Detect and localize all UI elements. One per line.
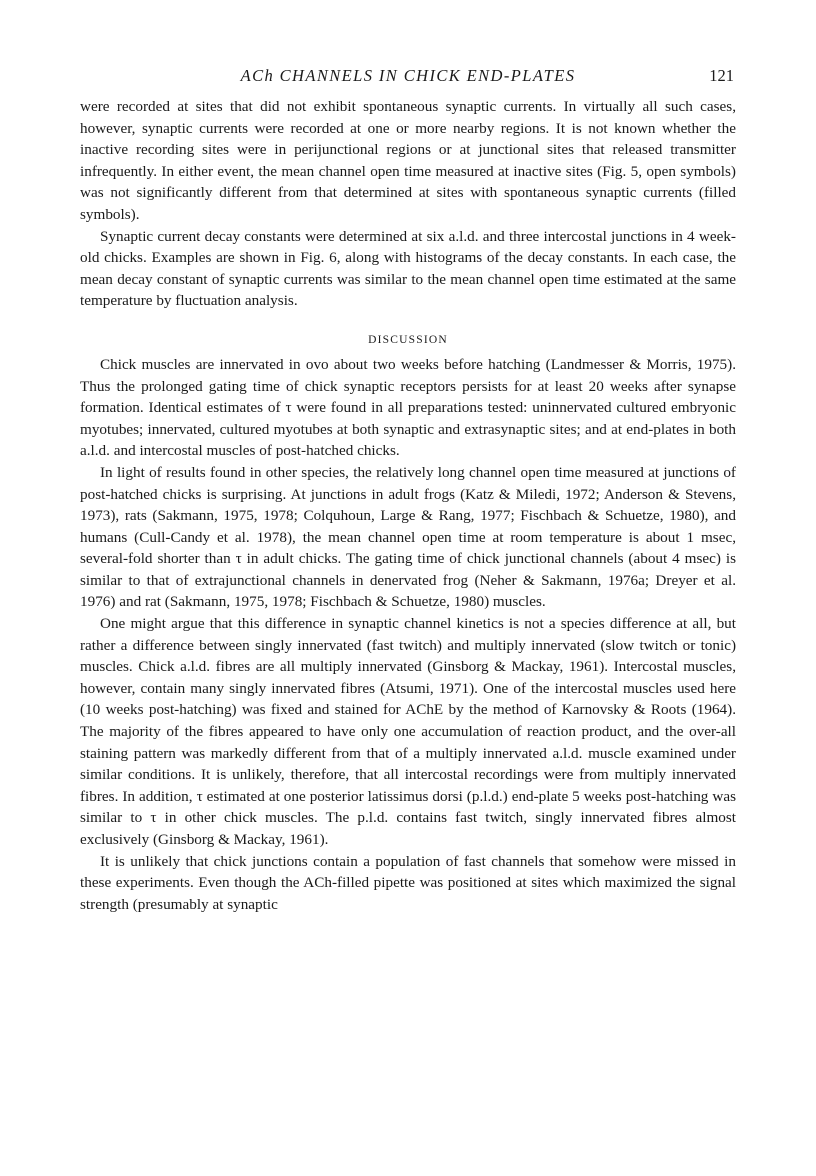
paragraph-continued: were recorded at sites that did not exhibit spontaneous synaptic currents. In virtually all such cases, however, synaptic currents were recorded at one or more nearby regions. It is not known whether the inactive recording sites were in perijunctional regions or at junctional sites that released transmitter infrequently. In either event, the mean channel open time measured at inactive sites (Fig. 5, open symbols) was not significantly different from that determined at sites with spontaneous synaptic currents (filled symbols). [80, 98, 736, 223]
discussion-paragraph-4: It is unlikely that chick junctions contain a population of fast channels that somehow were missed in these experiments. Even though the ACh-filled pipette was positioned at sites which maximized the signal strength (presumably at synaptic [80, 852, 736, 913]
running-title: ACh CHANNELS IN CHICK END-PLATES [240, 66, 576, 85]
running-head [80, 66, 736, 92]
discussion-paragraph-1: Chick muscles are innervated in ovo about two weeks before hatching (Landmesser & Morris, 1975). Thus the prolonged gating time of chick synaptic receptors persists for at least 20 weeks after synapse formation. Identical estimates of τ were found in all preparations tested: uninnervated cultured embryonic myotubes; innervated, cultured myotubes at both synaptic and extrasynaptic sites; and at end-plates in both a.l.d. and intercostal muscles of post-hatched chicks. [80, 355, 736, 460]
page-number: 121 [709, 66, 734, 85]
paragraph-decay-constants: Synaptic current decay constants were determined at six a.l.d. and three intercostal junctions in 4 week-old chicks. Examples are shown in Fig. 6, along with histograms of the decay constants. In each case, the mean decay constant of synaptic currents was similar to the mean channel open time estimated at the same temperature by fluctuation analysis. [80, 227, 736, 310]
discussion-paragraph-2: In light of results found in other species, the relatively long channel open time measured at junctions of post-hatched chicks is surprising. At junctions in adult frogs (Katz & Miledi, 1972; Anderson & Stevens, 1973), rats (Sakmann, 1975, 1978; Colquhoun, Large & Rang, 1977; Fischbach & Schuetze, 1980), and humans (Cull-Candy et al. 1978), the mean channel open time at room temperature is about 1 msec, several-fold shorter than τ in adult chicks. The gating time of chick junctional channels (about 4 msec) is similar to that of extrajunctional channels in denervated frog (Neher & Sakmann, 1976a; Dreyer et al. 1976) and rat (Sakmann, 1975, 1978; Fischbach & Schuetze, 1980) muscles. [80, 463, 736, 611]
paper-page [80, 66, 736, 915]
section-heading-discussion: DISCUSSION [368, 333, 448, 346]
discussion-paragraph-3: One might argue that this difference in synaptic channel kinetics is not a species difference at all, but rather a difference between singly innervated (fast twitch) and multiply innervated (slow twitch or tonic) muscles. Chick a.l.d. fibres are all multiply innervated (Ginsborg & Mackay, 1961). Intercostal muscles, however, contain many singly innervated fibres (Atsumi, 1971). One of the intercostal muscles used here (10 weeks post-hatching) was fixed and stained for AChE by the method of Karnovsky & Roots (1964). The majority of the fibres appeared to have only one accumulation of reaction product, and the over-all staining pattern was markedly different from that of a multiply innervated a.l.d. muscle examined under similar conditions. It is unlikely, therefore, that all intercostal recordings were from multiply innervated fibres. In addition, τ estimated at one posterior latissimus dorsi (p.l.d.) end-plate 5 weeks post-hatching was similar to τ in other chick muscles. The p.l.d. contains fast twitch, singly innervated fibres almost exclusively (Ginsborg & Mackay, 1961). [80, 615, 736, 848]
